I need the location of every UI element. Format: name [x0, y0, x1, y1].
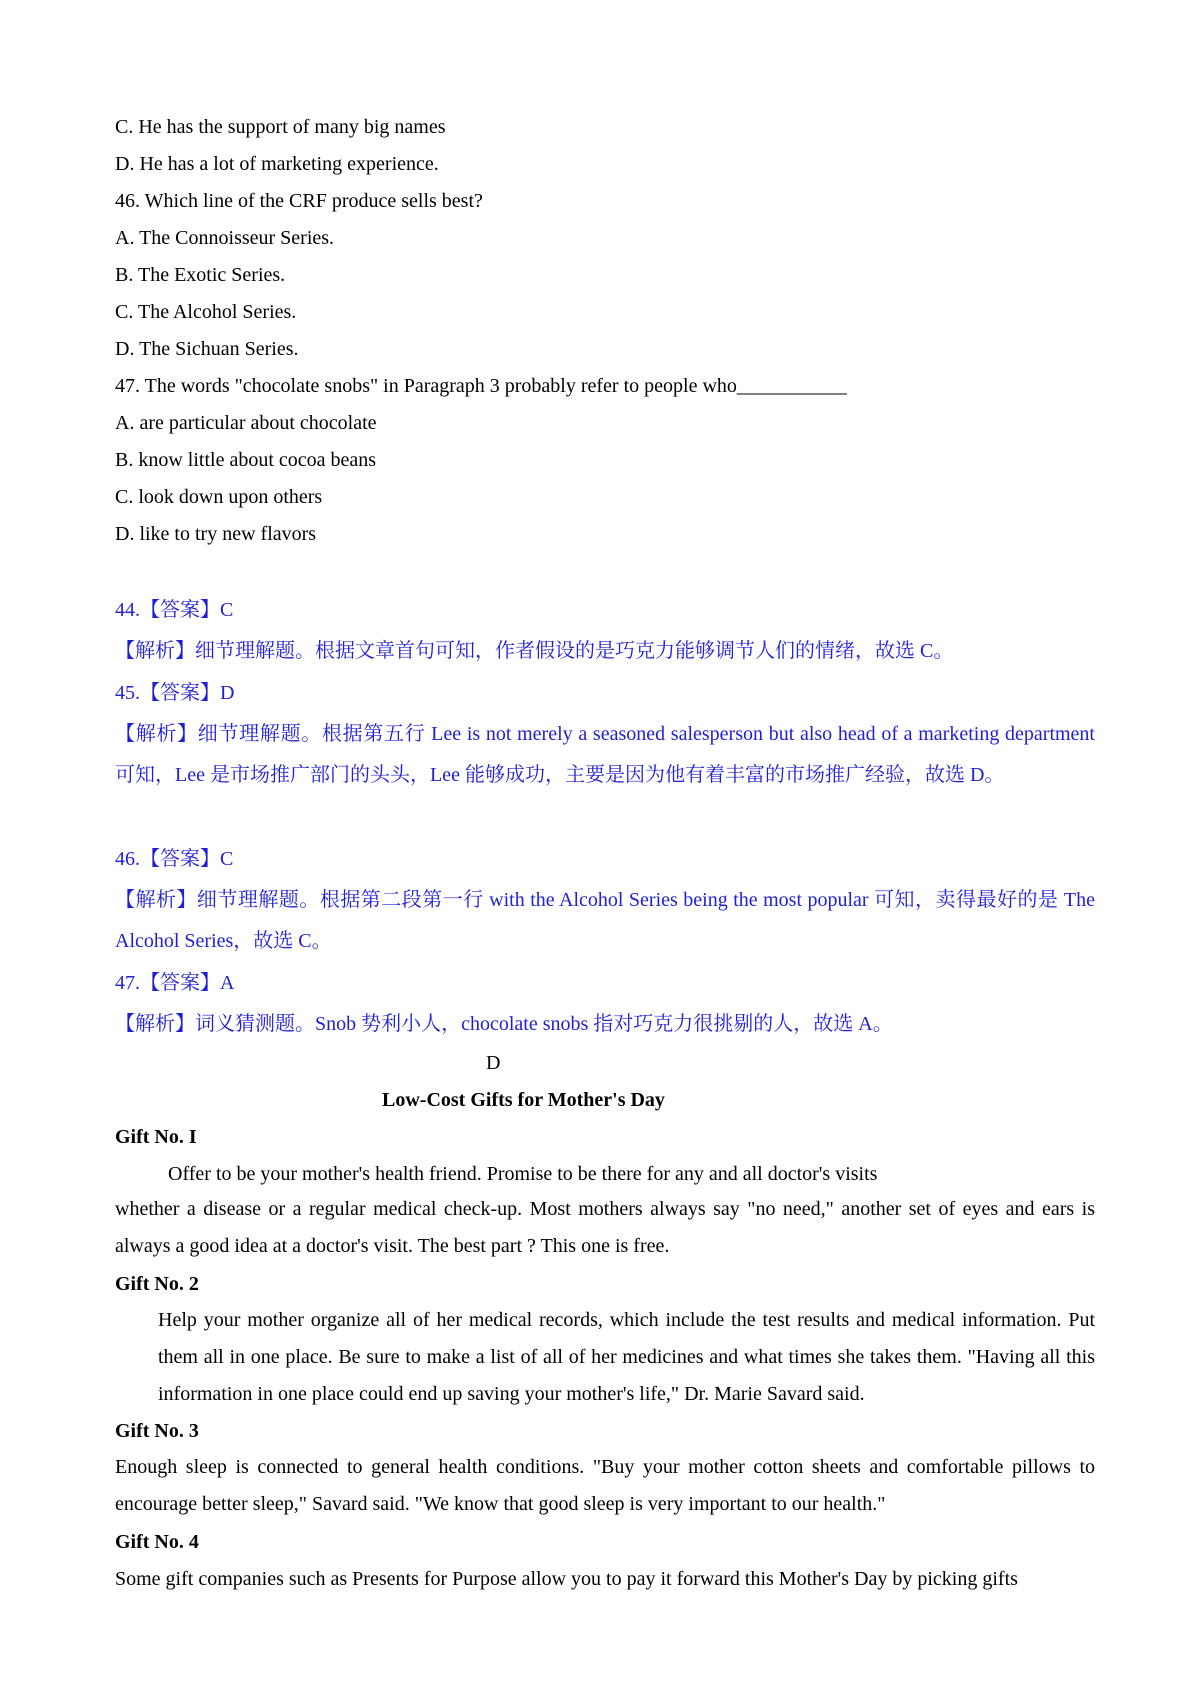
option-47-c: C. look down upon others	[115, 486, 323, 508]
answer-45: 45.【答案】D	[115, 682, 235, 704]
gift-2-text: Help your mother organize all of her medical records, which include the test results and medical information. Put them all in one place. Be sure to make a list of all of her medicines and what times she takes them. "Having all this information in one place could end up saving your mother's life," Dr. Marie Savard said.	[158, 1309, 1095, 1405]
gift-1-heading: Gift No. I	[115, 1126, 197, 1148]
explanation-44: 【解析】细节理解题。根据文章首句可知，作者假设的是巧克力能够调节人们的情绪，故选 C。	[115, 640, 954, 662]
option-47-a: A. are particular about chocolate	[115, 412, 377, 434]
gift-3-heading: Gift No. 3	[115, 1420, 199, 1442]
answer-46: 46.【答案】C	[115, 848, 234, 870]
answer-47: 47.【答案】A	[115, 972, 235, 994]
option-47-b: B. know little about cocoa beans	[115, 449, 377, 471]
option-47-d: D. like to try new flavors	[115, 523, 317, 545]
gift-1-text-first-line: Offer to be your mother's health friend. Promise to be there for any and all doctor's visits	[168, 1163, 878, 1185]
section-letter: D	[486, 1052, 501, 1074]
explanation-46: 【解析】细节理解题。根据第二段第一行 with the Alcohol Series being the most popular 可知，卖得最好的是 The Alcohol Series，故选 C。	[115, 889, 1095, 952]
option-45-d: D. He has a lot of marketing experience.	[115, 153, 439, 175]
question-47: 47. The words "chocolate snobs" in Paragraph 3 probably refer to people who___________	[115, 375, 847, 397]
explanation-47: 【解析】词义猜测题。Snob 势利小人，chocolate snobs 指对巧克力很挑剔的人，故选 A。	[115, 1013, 893, 1035]
option-45-c: C. He has the support of many big names	[115, 116, 446, 138]
answer-44: 44.【答案】C	[115, 599, 234, 621]
question-46: 46. Which line of the CRF produce sells best?	[115, 190, 483, 212]
option-46-c: C. The Alcohol Series.	[115, 301, 297, 323]
explanation-45: 【解析】细节理解题。根据第五行 Lee is not merely a seasoned salesperson but also head of a marketing department 可知，Lee 是市场推广部门的头头，Lee 能够成功，主要是因为他有着丰富的市场推广经验，故选 D。	[115, 723, 1095, 786]
option-46-a: A. The Connoisseur Series.	[115, 227, 335, 249]
gift-1-text: whether a disease or a regular medical check-up. Most mothers always say "no need," another set of eyes and ears is always a good idea at a doctor's visit. The best part ? This one is free.	[115, 1198, 1095, 1257]
gift-3-text: Enough sleep is connected to general health conditions. "Buy your mother cotton sheets and comfortable pillows to encourage better sleep," Savard said. "We know that good sleep is very important to our health."	[115, 1456, 1095, 1515]
option-46-d: D. The Sichuan Series.	[115, 338, 299, 360]
gift-4-heading: Gift No. 4	[115, 1531, 199, 1553]
gift-2-heading: Gift No. 2	[115, 1273, 199, 1295]
article-title: Low-Cost Gifts for Mother's Day	[382, 1089, 665, 1111]
option-46-b: B. The Exotic Series.	[115, 264, 286, 286]
gift-4-text: Some gift companies such as Presents for Purpose allow you to pay it forward this Mother's Day by picking gifts	[115, 1568, 1018, 1590]
